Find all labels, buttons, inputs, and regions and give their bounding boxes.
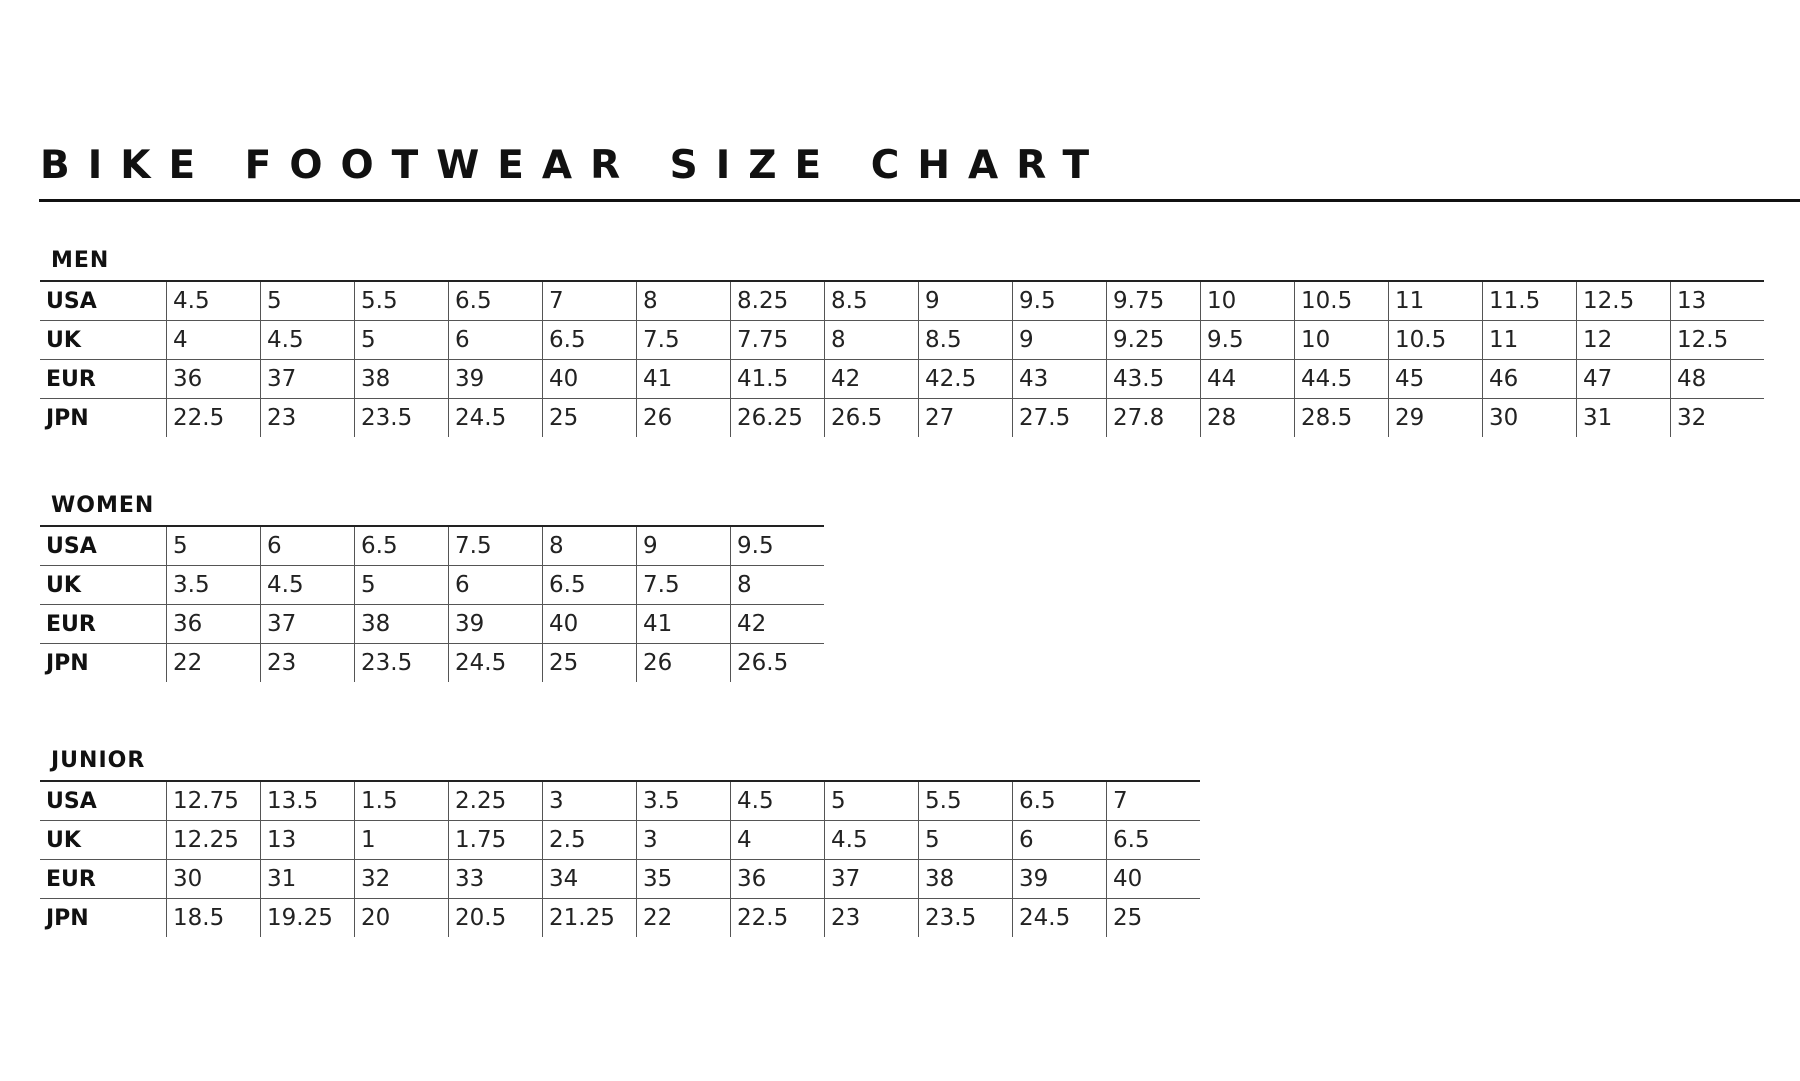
size-cell: 48: [1671, 360, 1765, 399]
size-cell: 11: [1483, 321, 1577, 360]
size-cell: 38: [355, 605, 449, 644]
size-cell: 7: [1107, 781, 1201, 821]
size-cell: 5: [355, 566, 449, 605]
size-cell: 7.5: [637, 321, 731, 360]
size-cell: 9.5: [731, 526, 825, 566]
junior-row-jpn: [40, 899, 1200, 938]
size-cell: 26.5: [825, 399, 919, 438]
size-cell: 21.25: [543, 899, 637, 938]
size-cell: 3: [543, 781, 637, 821]
title-divider: [39, 199, 1800, 202]
size-cell: 6.5: [449, 281, 543, 321]
size-cell: 12.25: [167, 821, 261, 860]
size-cell: 9.5: [1013, 281, 1107, 321]
size-cell: 2.25: [449, 781, 543, 821]
size-cell: 9: [919, 281, 1013, 321]
size-cell: 45: [1389, 360, 1483, 399]
size-cell: 40: [543, 360, 637, 399]
row-label: UK: [40, 821, 167, 860]
size-cell: 39: [1013, 860, 1107, 899]
size-cell: 1.5: [355, 781, 449, 821]
size-cell: 4.5: [167, 281, 261, 321]
row-label: EUR: [40, 360, 167, 399]
women-row-usa: [40, 526, 824, 566]
size-cell: 6.5: [543, 321, 637, 360]
men-row-eur: [40, 360, 1764, 399]
size-cell: 3: [637, 821, 731, 860]
men-section-heading: MEN: [51, 248, 110, 273]
size-cell: 42: [731, 605, 825, 644]
size-cell: 24.5: [449, 399, 543, 438]
size-cell: 6: [449, 566, 543, 605]
size-cell: 6.5: [543, 566, 637, 605]
size-cell: 4.5: [261, 566, 355, 605]
size-cell: 28: [1201, 399, 1295, 438]
size-cell: 23.5: [919, 899, 1013, 938]
size-cell: 6.5: [1013, 781, 1107, 821]
size-cell: 41: [637, 605, 731, 644]
size-cell: 24.5: [1013, 899, 1107, 938]
size-cell: 39: [449, 360, 543, 399]
size-cell: 20: [355, 899, 449, 938]
junior-size-table: [40, 780, 1200, 937]
men-size-table: [40, 280, 1764, 437]
row-label: JPN: [46, 650, 89, 676]
size-cell: 2.5: [543, 821, 637, 860]
size-cell: 9.75: [1107, 281, 1201, 321]
junior-row-usa: [40, 781, 1200, 821]
size-cell: 25: [543, 644, 637, 683]
men-row-jpn: [40, 399, 1764, 438]
size-cell: 47: [1577, 360, 1671, 399]
size-cell: 29: [1389, 399, 1483, 438]
size-cell: 36: [167, 605, 261, 644]
size-cell: 35: [637, 860, 731, 899]
size-cell: 8: [543, 526, 637, 566]
size-cell: 3.5: [167, 566, 261, 605]
size-cell: 23: [825, 899, 919, 938]
size-cell: 5: [825, 781, 919, 821]
women-size-table: [40, 525, 824, 682]
size-cell: 26: [637, 644, 731, 683]
size-cell: 8: [825, 321, 919, 360]
size-cell: 22: [637, 899, 731, 938]
row-label: JPN: [46, 905, 89, 931]
size-cell: 13.5: [261, 781, 355, 821]
size-cell: 8: [637, 281, 731, 321]
junior-row-uk: [40, 821, 1200, 860]
size-cell: 6: [261, 526, 355, 566]
size-cell: 38: [355, 360, 449, 399]
size-cell: 30: [1483, 399, 1577, 438]
size-cell: 25: [1107, 899, 1201, 938]
size-cell: 23: [261, 399, 355, 438]
size-cell: 10: [1201, 281, 1295, 321]
size-cell: 32: [355, 860, 449, 899]
size-cell: 39: [449, 605, 543, 644]
row-label: USA: [40, 281, 167, 321]
size-cell: 37: [261, 605, 355, 644]
size-cell: 9.5: [1201, 321, 1295, 360]
size-cell: 5: [355, 321, 449, 360]
size-cell: 43.5: [1107, 360, 1201, 399]
size-cell: 4: [167, 321, 261, 360]
size-cell: 36: [167, 360, 261, 399]
size-cell: 13: [261, 821, 355, 860]
page-title: BIKE FOOTWEAR SIZE CHART: [40, 143, 1108, 188]
size-cell: 10: [1295, 321, 1389, 360]
size-cell: 1.75: [449, 821, 543, 860]
size-cell: 5: [919, 821, 1013, 860]
row-label: EUR: [40, 860, 167, 899]
row-label: USA: [40, 781, 167, 821]
row-label: USA: [40, 526, 167, 566]
size-cell: 6.5: [355, 526, 449, 566]
size-cell: 7.75: [731, 321, 825, 360]
women-row-uk: [40, 566, 824, 605]
size-cell: 5: [167, 526, 261, 566]
size-cell: 27.5: [1013, 399, 1107, 438]
size-cell: 10.5: [1295, 281, 1389, 321]
size-cell: 22.5: [167, 399, 261, 438]
row-label: UK: [40, 566, 167, 605]
size-cell: 12: [1577, 321, 1671, 360]
junior-section-heading: JUNIOR: [51, 748, 146, 773]
size-cell: 44: [1201, 360, 1295, 399]
size-cell: 40: [1107, 860, 1201, 899]
size-cell: 22.5: [731, 899, 825, 938]
size-cell: 30: [167, 860, 261, 899]
women-row-jpn: [40, 644, 824, 683]
size-cell: 27.8: [1107, 399, 1201, 438]
junior-size-section: [40, 746, 1200, 937]
men-row-uk: [40, 321, 1764, 360]
size-cell: 19.25: [261, 899, 355, 938]
size-cell: 6.5: [1107, 821, 1201, 860]
size-cell: 6: [449, 321, 543, 360]
size-cell: 40: [543, 605, 637, 644]
size-cell: 33: [449, 860, 543, 899]
size-cell: 44.5: [1295, 360, 1389, 399]
size-cell: 9: [637, 526, 731, 566]
size-cell: 27: [919, 399, 1013, 438]
size-cell: 4.5: [825, 821, 919, 860]
women-size-section: [40, 491, 824, 682]
row-label: EUR: [40, 605, 167, 644]
size-cell: 25: [543, 399, 637, 438]
size-cell: 9.25: [1107, 321, 1201, 360]
size-cell: 31: [261, 860, 355, 899]
size-cell: 13: [1671, 281, 1765, 321]
size-cell: 5: [261, 281, 355, 321]
size-cell: 26.5: [731, 644, 825, 683]
size-cell: 8.5: [825, 281, 919, 321]
size-cell: 42: [825, 360, 919, 399]
size-cell: 37: [825, 860, 919, 899]
men-size-section: [40, 246, 1764, 437]
size-cell: 8: [731, 566, 825, 605]
size-cell: 7.5: [637, 566, 731, 605]
size-cell: 9: [1013, 321, 1107, 360]
size-cell: 43: [1013, 360, 1107, 399]
size-cell: 37: [261, 360, 355, 399]
men-row-usa: [40, 281, 1764, 321]
size-cell: 7.5: [449, 526, 543, 566]
size-cell: 11.5: [1483, 281, 1577, 321]
size-cell: 22: [167, 644, 261, 683]
size-cell: 10.5: [1389, 321, 1483, 360]
size-cell: 4.5: [261, 321, 355, 360]
size-cell: 5.5: [919, 781, 1013, 821]
size-cell: 38: [919, 860, 1013, 899]
women-row-eur: [40, 605, 824, 644]
size-cell: 8.25: [731, 281, 825, 321]
size-cell: 46: [1483, 360, 1577, 399]
size-cell: 6: [1013, 821, 1107, 860]
size-cell: 12.5: [1577, 281, 1671, 321]
women-section-heading: WOMEN: [51, 493, 155, 518]
size-cell: 41.5: [731, 360, 825, 399]
size-cell: 36: [731, 860, 825, 899]
size-cell: 20.5: [449, 899, 543, 938]
size-cell: 11: [1389, 281, 1483, 321]
size-cell: 28.5: [1295, 399, 1389, 438]
size-cell: 1: [355, 821, 449, 860]
size-cell: 8.5: [919, 321, 1013, 360]
size-cell: 23.5: [355, 644, 449, 683]
size-cell: 4.5: [731, 781, 825, 821]
size-cell: 31: [1577, 399, 1671, 438]
size-cell: 26: [637, 399, 731, 438]
size-cell: 3.5: [637, 781, 731, 821]
size-cell: 26.25: [731, 399, 825, 438]
size-cell: 23.5: [355, 399, 449, 438]
size-cell: 12.5: [1671, 321, 1765, 360]
size-cell: 32: [1671, 399, 1765, 438]
size-cell: 12.75: [167, 781, 261, 821]
size-cell: 5.5: [355, 281, 449, 321]
size-cell: 18.5: [167, 899, 261, 938]
size-cell: 41: [637, 360, 731, 399]
size-cell: 34: [543, 860, 637, 899]
size-cell: 4: [731, 821, 825, 860]
size-cell: 23: [261, 644, 355, 683]
size-cell: 7: [543, 281, 637, 321]
junior-row-eur: [40, 860, 1200, 899]
size-cell: 24.5: [449, 644, 543, 683]
size-cell: 42.5: [919, 360, 1013, 399]
row-label: UK: [40, 321, 167, 360]
row-label: JPN: [46, 405, 89, 431]
